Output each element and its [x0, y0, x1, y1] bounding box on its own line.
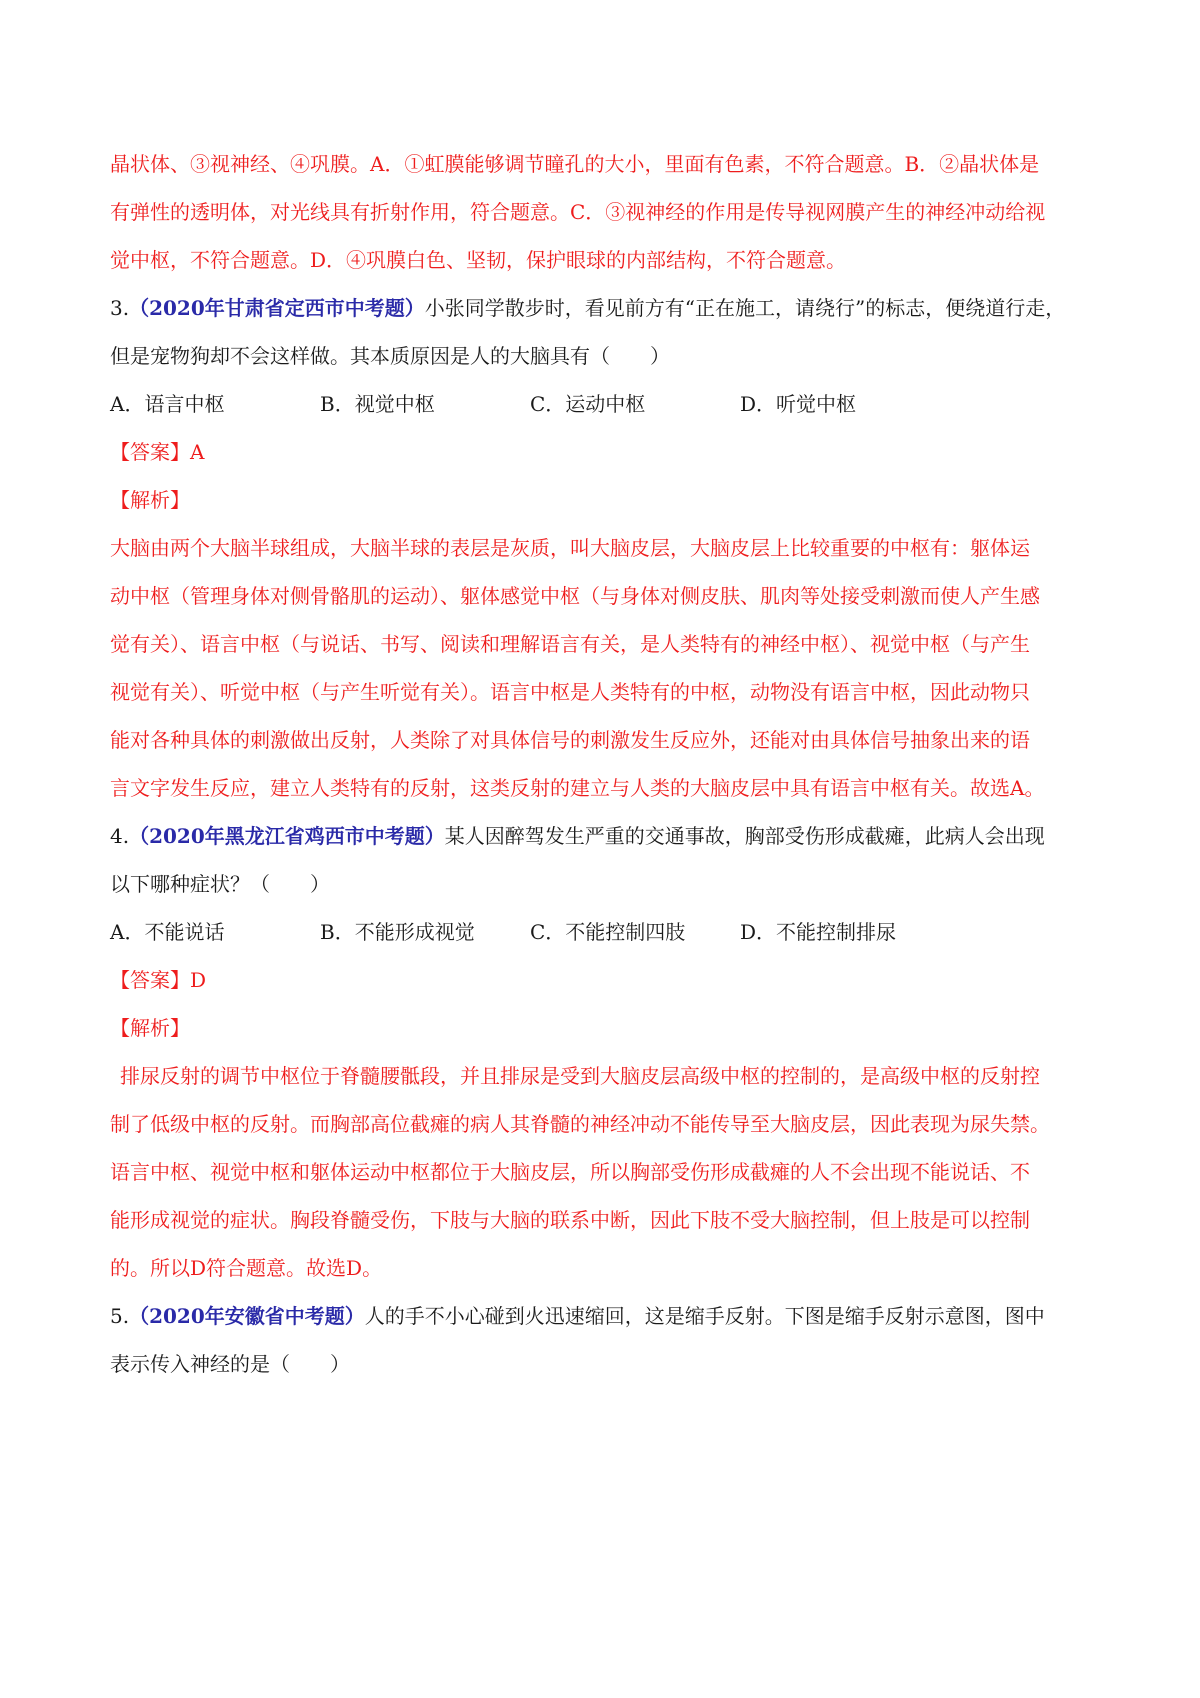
- question-source: （2020年安徽省中考题）: [129, 1304, 365, 1328]
- analysis-line: 排尿反射的调节中枢位于脊髓腰骶段，并且排尿是受到大脑皮层高级中枢的控制的，是高级中枢的反射控: [120, 1064, 1040, 1088]
- question-4-stem: [110, 812, 1100, 860]
- analysis-line: 言文字发生反应，建立人类特有的反射，这类反射的建立与人类的大脑皮层中具有语言中枢有关。故选A。: [110, 776, 1045, 800]
- analysis-line: 晶状体、③视神经、④巩膜。A．①虹膜能够调节瞳孔的大小，里面有色素，不符合题意。B．②晶状体是: [110, 152, 1040, 176]
- analysis-line: 视觉有关）、听觉中枢（与产生听觉有关）。语言中枢是人类特有的中枢，动物没有语言中枢，因此动物只: [110, 680, 1030, 704]
- analysis-line: 觉有关）、语言中枢（与说话、书写、阅读和理解语言有关，是人类特有的神经中枢）、视觉中枢（与产生: [110, 632, 1030, 656]
- question-5-stem: [110, 1292, 1100, 1340]
- question-source: （2020年黑龙江省鸡西市中考题）: [129, 824, 445, 848]
- analysis-line: 觉中枢，不符合题意。D．④巩膜白色、坚韧，保护眼球的内部结构，不符合题意。: [110, 248, 847, 272]
- question-text: 表示传入神经的是（ ）: [110, 1352, 350, 1376]
- option-d: D．听觉中枢: [740, 392, 857, 416]
- option-c: C．不能控制四肢: [530, 920, 686, 944]
- answer-value: D: [190, 968, 207, 992]
- analysis-line: 能对各种具体的刺激做出反射，人类除了对具体信号的刺激发生反应外，还能对由具体信号抽象出来的语: [110, 728, 1030, 752]
- option-b: B．不能形成视觉: [320, 920, 475, 944]
- analysis-line: 制了低级中枢的反射。而胸部高位截瘫的病人其脊髓的神经冲动不能传导至大脑皮层，因此表现为尿失禁。: [110, 1112, 1050, 1136]
- answer-value: A: [190, 440, 205, 464]
- option-a: A．不能说话: [110, 920, 225, 944]
- analysis-label: 【解析】: [110, 488, 190, 512]
- question-number: 5.: [110, 1304, 130, 1328]
- answer-label: 【答案】: [110, 440, 190, 464]
- analysis-line: 动中枢（管理身体对侧骨骼肌的运动）、躯体感觉中枢（与身体对侧皮肤、肌肉等处接受刺激而使人产生感: [110, 584, 1040, 608]
- document-page: [110, 140, 1100, 1388]
- option-b: B．视觉中枢: [320, 392, 435, 416]
- question-text: 某人因醉驾发生严重的交通事故，胸部受伤形成截瘫，此病人会出现: [444, 824, 1045, 848]
- answer-line: [110, 956, 1100, 1004]
- option-a: A．语言中枢: [110, 392, 225, 416]
- analysis-line: 能形成视觉的症状。胸段脊髓受伤，下肢与大脑的联系中断，因此下肢不受大脑控制，但上肢是可以控制: [110, 1208, 1030, 1232]
- question-number: 4.: [110, 824, 130, 848]
- analysis-line: 的。所以D符合题意。故选D。: [110, 1256, 383, 1280]
- analysis-line: 有弹性的透明体，对光线具有折射作用，符合题意。C．③视神经的作用是传导视网膜产生的神经冲动给视: [110, 200, 1046, 224]
- option-c: C．运动中枢: [530, 392, 646, 416]
- question-4-options: [110, 908, 1100, 956]
- question-number: 3.: [110, 296, 130, 320]
- question-text: 以下哪种症状？（ ）: [110, 872, 330, 896]
- question-text: 但是宠物狗却不会这样做。其本质原因是人的大脑具有（ ）: [110, 344, 670, 368]
- answer-label: 【答案】: [110, 968, 190, 992]
- analysis-line: 大脑由两个大脑半球组成，大脑半球的表层是灰质，叫大脑皮层，大脑皮层上比较重要的中枢有：躯体运: [110, 536, 1030, 560]
- question-text: 小张同学散步时，看见前方有“正在施工，请绕行”的标志，便绕道行走，: [424, 296, 1066, 320]
- question-3-stem: [110, 284, 1100, 332]
- question-3-options: [110, 380, 1100, 428]
- analysis-line: 语言中枢、视觉中枢和躯体运动中枢都位于大脑皮层，所以胸部受伤形成截瘫的人不会出现不能说话、不: [110, 1160, 1030, 1184]
- question-source: （2020年甘肃省定西市中考题）: [129, 296, 425, 320]
- analysis-label: 【解析】: [110, 1016, 190, 1040]
- option-d: D．不能控制排尿: [740, 920, 897, 944]
- question-text: 人的手不小心碰到火迅速缩回，这是缩手反射。下图是缩手反射示意图，图中: [364, 1304, 1045, 1328]
- answer-line: [110, 428, 1100, 476]
